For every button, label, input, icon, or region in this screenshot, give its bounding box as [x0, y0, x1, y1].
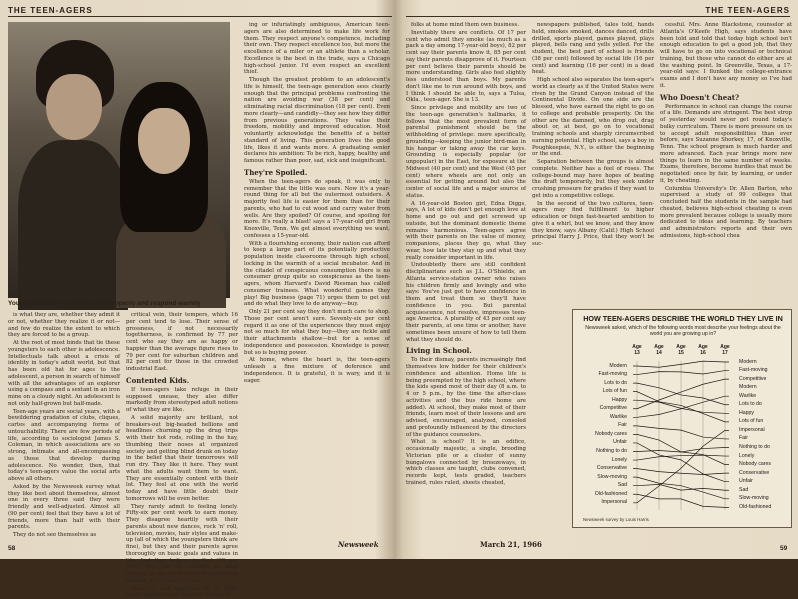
left-rank-word: Sad: [618, 482, 627, 488]
right-rank-word: Modern: [739, 359, 757, 365]
right-rank-word: Slow-moving: [739, 495, 769, 501]
paragraph: At home, where the heart is, the teen-agers unleash a fine mixture of deference and independence. It is grateful, it is wary, and it is eager.: [244, 357, 390, 384]
survey-title: HOW TEEN-AGERS DESCRIBE THE WORLD THEY LIVE IN: [573, 314, 793, 323]
age-column-header: [674, 344, 688, 356]
right-rank-word: Warlike: [739, 393, 756, 399]
photo-caption: Young alliances: An ability to love openly and respond warmly: [8, 300, 238, 307]
survey-credit: Newsweek survey by Louis Harris: [583, 517, 649, 522]
paragraph: ing or infuriatingly ambiguous, American teen-agers are also determined to make life work for them. They respect anyone's competence, including their own. They respect excellence too, but more the excellence of a miler or an athlete than a scholar. Excellence is the best in the trade, says a Chicago high-school junior. I'd even respect an excellent thief.: [244, 22, 390, 76]
paragraph: Separation between the groups is almost complete. Neither has a feel of roses. The college-bound may have hopes of beating the draft temporarily, but they seek under crushing pressure for grades if they want to get into a competitive college.: [532, 159, 654, 200]
paragraph: What is school? It is an edifice, occasionally majestic, a single, brooding Victorian pile or a cluster of sunny bungalows connected by breezeways, in which classes are taught, clubs convened, records kept, tests graded, teachers trained, rules ruled, sheets cheated,: [406, 439, 526, 486]
right-rank-word: Happy: [739, 410, 754, 416]
left-rank-word: Unfair: [613, 439, 627, 445]
paragraph: A solid majority are brilliant, not breakers-out big-headed hellions and headlines churning up the drug trips with their hot rods, rolling in the hay, thumbing their noses at organized society and getting blind drunk on today in the belief that their tomorrows will run dry. They like it here. They want what the adults want them to want. They are essentially content with their lot. They feel at one with the world today and have little doubt their tomorrows will be even better.: [126, 415, 238, 503]
age-column-header: [696, 344, 710, 356]
paragraph: If teen-agers take refuge in their supposed unease, they also differ markedly from stereotyped adult notions of what they are like.: [126, 387, 238, 414]
paragraph: critical vein, their tempers, which 16 per cent tend to lose. Their sense of grossness, if not necessarily togetherness, is confirmed by 77 per cent who say they are as happy or happier than the average figure rises to 79 per cent for suburban children and 82 per cent for those in the crowded industrial East.: [126, 312, 238, 373]
right-rank-word: Lots of fun: [739, 418, 763, 424]
left-rank-word: Fair: [618, 422, 627, 428]
paragraph: Though the greatest problem to an adolescent's life is himself, the teen-age generation sees clearly enough that the principal problems confronting the nation are avoiding war (38 per cent) and eliminating racial discrimination (18 per cent). Even more clearly—and candidly—they see how they differ from previous generations. They value their freedom, mobility and improved education. Most voluntarily acknowledge the benefits of a better standard of living. This generation lives the good life, likes it and wants more. A graduating senior declares his ambition: To be rich, happy, healthy and famous rather than poor, sad, sick and insignificant.: [244, 77, 390, 165]
age-label: Age: [630, 344, 644, 350]
left-rank-word: Conservative: [597, 465, 627, 471]
left-rank-word: Lots to do: [604, 380, 627, 386]
section-heading: Contented Kids.: [126, 376, 238, 385]
right-rank-word: Nothing to do: [739, 444, 770, 450]
right-column-1: [406, 22, 526, 537]
paragraph: Performance in school can change the course of a life. Demands are stringent. The best strop of yesterday would never get round today's bulky curriculum. There is more pressure on us to accept adult responsibilities than ever before, says Suzanne Shorkey, 17, of Knoxville, Tenn. The school program is much harder and more advanced. Each year brings more new things to learn in the same number of weeks. Exams, therefore, become hurdles that must be negotiated: once by fair, by learning, or under it, by cheating.: [660, 104, 792, 185]
right-rank-word: Lots to do: [739, 401, 762, 407]
boy-face: [46, 74, 102, 140]
survey-chart: [572, 309, 792, 528]
left-rank-word: Nobody cares: [595, 431, 627, 437]
paragraph: Only 21 per cent say they don't much care to shop. Those per cent aren't sure. Seventy-six per cent regard it as one of the experiences they must enjoy not so much for what they buy—they are fickle and their attachments shallow—but for a sense of independence and possession. Knowledge is power, but so is buying power.: [244, 309, 390, 356]
left-footer-magazine: Newsweek: [338, 540, 379, 549]
age-value: 15: [674, 350, 688, 356]
left-rank-word: Lonely: [612, 457, 627, 463]
paragraph: When the teen-agers do speak, it was only to remember that the little was ours. Now it's a year-round thing for all but the outermost outsiders. A majority feel life is easier for them than for their parents, who had to cut wood and carry water from wells. Are they spoiled? Of course, and spoiling for more. It's really a blast! says a 17-year-old girl from Knoxville, Tenn. We get almost everything we want, confesses a 15-year-old.: [244, 179, 390, 240]
right-rank-word: Nobody cares: [739, 461, 771, 467]
paragraph: Likeable and guileless in a light, tough-tumbled way that can be charm-: [126, 586, 238, 599]
left-rank-word: Modern: [609, 363, 627, 369]
paragraph: cessful. Mrs. Anne Blackstone, counselor at Atlanta's O'Keefe High, says students have been told and told that today high school isn't enough education to get a good job, that they will have to go on into vocational or technical training, but those who cannot do either are at the washing point. In Greenville, Texas, a 17-year-old says: I flunked the college-entrance exams and I don't have any money so I've had it.: [660, 22, 792, 90]
left-page: [0, 0, 398, 559]
left-rank-word: Nothing to do: [596, 448, 627, 454]
right-rank-word: Modern: [739, 384, 757, 390]
paragraph: is what they are, whether they admit it or not, whether they realize it or not—and few do realize the extent to which they are forced to be a group.: [8, 312, 120, 339]
age-column-header: [718, 344, 732, 356]
paragraph: Columbia University's Dr. Allen Barton, who supervised a study of 99 colleges that concluded half the students in the sample had cheated, believes high-school cheating is even more prevalent because college is usually more dedicated to ideas and learning. By teachers and administrators reports and their own admissions, high-school chea: [660, 186, 792, 240]
section-heading: They're Spoiled.: [244, 168, 390, 177]
paragraph: A 16-year-old Boston girl, Edna Diggs, says, A lot of kids don't get enough love at home and go out and get screwed up outside, but the dominant domestic theme remains harmonious. Teen-agers agree with their parents on the value of money, companions, places they go, what they wear, how late they stay up and what they really consider important in life.: [406, 201, 526, 262]
section-heading: Who Doesn't Cheat?: [660, 93, 792, 102]
left-rank-word: Slow-moving: [597, 474, 627, 480]
left-rank-word: Lots of fun: [603, 388, 627, 394]
left-rank-word: Happy: [612, 397, 627, 403]
right-rank-word: Competitive: [739, 376, 766, 382]
age-label: Age: [674, 344, 688, 350]
right-page-header: THE TEEN-AGERS: [705, 6, 790, 15]
age-column-header: [630, 344, 644, 356]
left-rank-word: Impersonal: [601, 499, 627, 505]
survey-subtitle: Newsweek asked, which of the following words most describe your feelings about the world you are growing up in?: [583, 325, 783, 337]
left-rank-word: Warlike: [610, 414, 627, 420]
header-rule: [8, 16, 392, 17]
age-value: 17: [718, 350, 732, 356]
boy-figure: [18, 140, 128, 310]
section-heading: Living in School.: [406, 346, 526, 355]
right-rank-word: Unfair: [739, 478, 753, 484]
paragraph: newspapers published, tales told, hands held, smokes smoked, dances danced, drills drilled, sports played, games played, plays played, bells rang and yells yelled. For the student, the best part of school is friends (38 per cent) followed by social life (16 per cent) and learning (16 per cent) in a dead heat.: [532, 22, 654, 76]
age-value: 16: [696, 350, 710, 356]
paragraph: They do not see themselves as: [8, 532, 120, 539]
left-rank-word: Old-fashioned: [595, 491, 627, 497]
right-column-2: [532, 22, 654, 304]
age-label: Age: [718, 344, 732, 350]
age-label: Age: [696, 344, 710, 350]
left-rank-word: Fast-moving: [598, 371, 627, 377]
left-column-3: [244, 22, 390, 537]
paragraph: They rarely admit to feeling lonely. Fifty-six per cent work to earn money. They disagree heartily with their parents about new dances, rock 'n' roll, television, movies, hair styles and make-up (all of which the youngsters think are fine), but they and their parents agree thoroughly on basic goals and values in life. And they believe in God (98 per cent). Too bad we couldn't go from nothing to so much without something helping, a 15-year-old says.: [126, 504, 238, 585]
paragraph: Teen-age years are social years, with a bewildering gradation of clubs, cliques, cartes and accompanying forms of untouchability. There are few periods of life, according to sociologist James S. Coleman, in which associations are so strong, intimate and all-encompassing as those that develop during adolescence. No wonder, then, that today's teen-agers value the social arts above all others.: [8, 409, 120, 483]
right-rank-word: Conservative: [739, 470, 769, 476]
left-page-number: 58: [8, 545, 15, 552]
left-column-1: [8, 312, 120, 537]
paragraph: High school also separates the teen-ager's world as clearly as if the United States were riven by the Grand Canyon instead of the Continental Divide. On one side are the blessed, who have earned the right to go on to college and probable prosperity. On the other are the damned, who drop out, drag about or, at best, go on to vocational training schools and sharply circumscribed earning potential. High school, says a boy in Poughkeepsie, N.Y., is either the beginning or the end.: [532, 77, 654, 158]
header-rule: [406, 16, 790, 17]
paragraph: Since privilege and mobility are two of the teen-age generation's hallmarks, it follows that the most prevalent form of parental punishment should be the withholding of privilege: more specifically, grounding—keeping the junior bird-man in his hangar or taking away the car keys. Grounding is especially popular (or unpopular) in the East, for exposure at the Midwest (40 per cent) and the West (45 per cent) where wheels are not only an essential for getting around but also the center of social life and a major source of status.: [406, 105, 526, 200]
left-column-2: [126, 312, 238, 537]
age-label: Age: [652, 344, 666, 350]
right-rank-word: Lonely: [739, 453, 754, 459]
right-rank-word: Fast-moving: [739, 367, 768, 373]
girl-face: [138, 108, 190, 174]
right-rank-word: Fair: [739, 435, 748, 441]
right-rank-word: Impersonal: [739, 427, 765, 433]
teen-couple-photo: [8, 22, 230, 298]
age-value: 13: [630, 350, 644, 356]
right-rank-word: Old-fashioned: [739, 504, 771, 510]
paragraph: To their dismay, parents increasingly find themselves low bidder for their children's confidence and attention. Home life is being preempted by the high school, where the kids spend most of their day (8 a.m. to 4 or 5 p.m., by the time the after-class activities and the bus ride home are added). At school, they make most of their friends, learn most of their lessons and are advised, encouraged, analyzed, consoled and profoundly influenced by the directors of the guidance counselors.: [406, 357, 526, 438]
left-rank-word: Competitive: [600, 405, 627, 411]
age-value: 14: [652, 350, 666, 356]
right-rank-word: Sad: [739, 487, 748, 493]
paragraph: Undoubtedly there are still confident disciplinarians such as J.L. O'Shields, an Atlanta service-station owner who raises his children firmly and lovingly and who says: You've just got to have confidence in them and treat them so they'll have confidence in you. But parental acquiescence, not resolve, impresses teen-age America. A plurality of 43 per cent say their parents, at one time or another, have sometimes been unsure of how to tell them what they should do.: [406, 262, 526, 343]
paragraph: Asked by the Newsweek survey what they like best about themselves, almost one in every three said they were friendly and well-adjusted. Almost all (90 per cent) feel that they have a lot of friends, more than half with their parents.: [8, 484, 120, 531]
age-column-header: [652, 344, 666, 356]
paragraph: With a flourishing economy, their nation can afford to keep a large part of its potentially productive population inside classrooms through high school, locking in the warmth of a social incubator. And in the citadel of conspicuous consumption there is no consumer group quite so conspicuous as the teen-agers, whom Harvard's David Riesman has called consumer trainees. What wonderful games they play! Big business (page 71) urges them to get out and do what they love to do anyway—buy.: [244, 241, 390, 309]
paragraph: folks at home mind them own business.: [406, 22, 526, 29]
paragraph: In the second of the two cultures, teen-agers may find fulfillment to higher education or feign fast-hearted ambition to give it a whirl, but we know, and they know they know, says Albany (Calif.) High School principal Harry J. Price, that they won't be suc-: [532, 201, 654, 248]
paragraph: Inevitably there are conflicts. Of 17 per cent who admit they smoke (as much as a pack a day among 17-year-old boys), 82 per cent say their parents know it, 85 per cent say their parents disapprove of it. Fourteen per cent believe their parents should be more understanding. Girls also feel slightly less understood than boys. My parents don't like me to run around with boys, and I think I should be able to, says a Tulsa, Okla., teen-ager. She is 13.: [406, 30, 526, 104]
right-column-3: [660, 22, 792, 304]
left-page-header: THE TEEN-AGERS: [8, 6, 93, 15]
paragraph: At the root of most binds that tie these youngsters to each other is adolescence. Intellectuals talk about a crisis of identity in today's adult world, but that has been old hat for ages to the adolescent, a person in search of himself with all the advantages of an explorer using a compass and a sextant in an iron mine on a cloudy night. An adolescent is not only half-grown but half-made.: [8, 340, 120, 408]
right-footer-date: March 21, 1966: [480, 540, 542, 549]
right-page-number: 59: [780, 545, 787, 552]
